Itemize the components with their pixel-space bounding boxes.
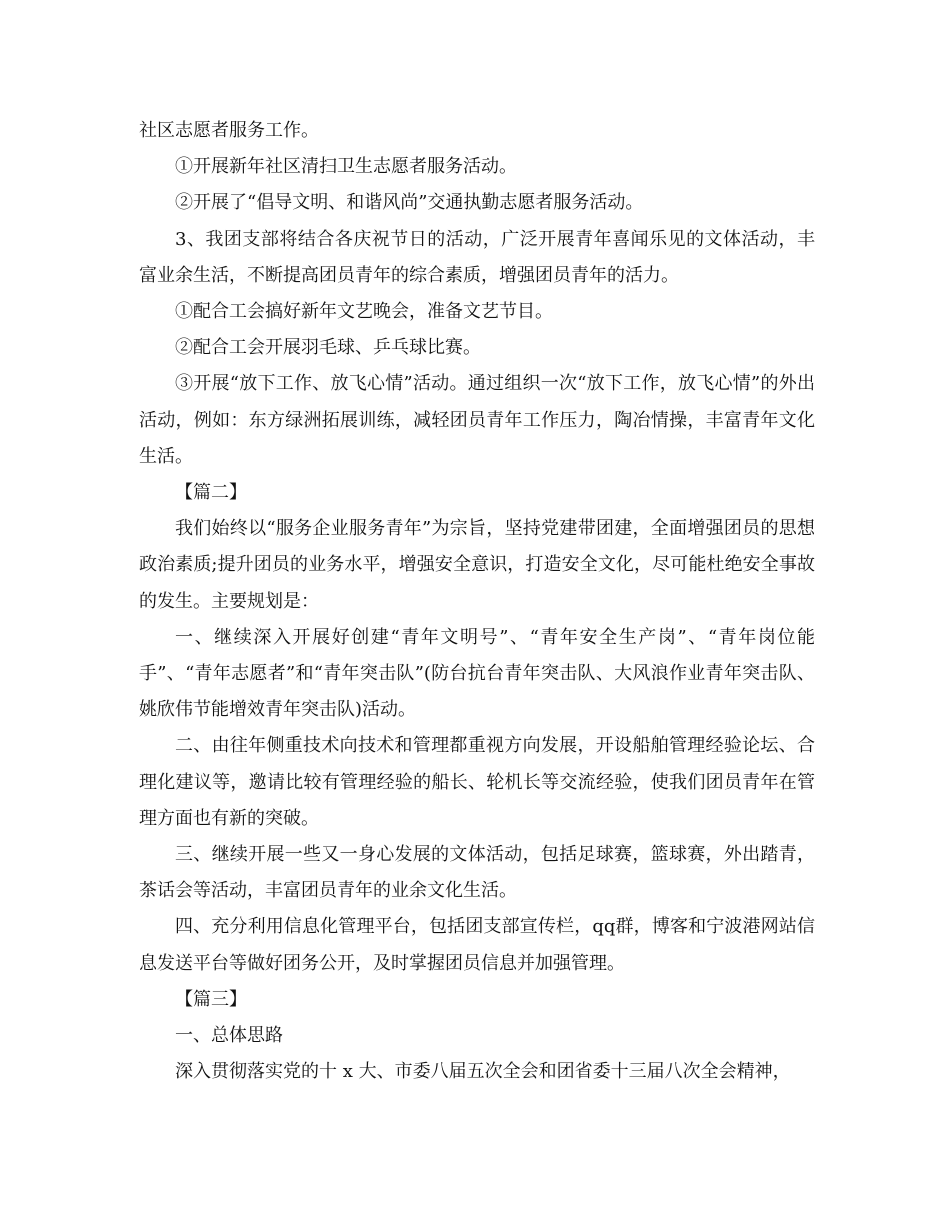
paragraph-body: 我们始终以“服务企业服务青年”为宗旨，坚持党建带团建，全面增强团员的思想政治素质;提升团员的业务水平，增强安全意识，打造安全文化，尽可能杜绝安全事故的发生。主要规划是： xyxy=(139,518,815,612)
section-heading: 【篇二】 xyxy=(175,482,247,504)
paragraph-continuation: 社区志愿者服务工作。 xyxy=(139,120,319,141)
paragraph-list-item: ②配合工会开展羽毛球、乒乓球比赛。 xyxy=(175,337,481,359)
paragraph-body: 二、由往年侧重技术向技术和管理都重视方向发展，开设船舶管理经验论坛、合理化建议等，邀请比较有管理经验的船长、轮机长等交流经验，使我们团员青年在管理方面也有新的突破。 xyxy=(139,735,815,829)
paragraph-body: 深入贯彻落实党的十 x 大、市委八届五次全会和团省委十三届八次全会精神， xyxy=(175,1061,791,1083)
document-body xyxy=(139,113,815,1090)
section-heading: 【篇三】 xyxy=(175,988,247,1010)
paragraph-body: 三、继续开展一些又一身心发展的文体活动，包括足球赛，篮球赛，外出踏青，茶话会等活动，丰富团员青年的业余文化生活。 xyxy=(139,844,815,902)
paragraph-body: 3、我团支部将结合各庆祝节日的活动，广泛开展青年喜闻乐见的文体活动，丰富业余生活，不断提高团员青年的综合素质，增强团员青年的活力。 xyxy=(139,228,815,286)
paragraph-body: 一、继续深入开展好创建“青年文明号”、“青年安全生产岗”、“青年岗位能手”、“青年志愿者”和“青年突击队”(防台抗台青年突击队、大风浪作业青年突击队、姚欣伟节能增效青年突击队)活动。 xyxy=(139,626,815,721)
subsection-heading: 一、总体思路 xyxy=(175,1025,283,1047)
paragraph-body: 四、充分利用信息化管理平台，包括团支部宣传栏，qq群，博客和宁波港网站信息发送平台等做好团务公开，及时掌握团员信息并加强管理。 xyxy=(139,916,815,974)
paragraph-list-item: ①配合工会搞好新年文艺晚会，准备文艺节目。 xyxy=(175,301,553,323)
paragraph-list-item: ③开展“放下工作、放飞心情”活动。通过组织一次“放下工作，放飞心情”的外出活动，例如：东方绿洲拓展训练，减轻团员青年工作压力，陶冶情操，丰富青年文化生活。 xyxy=(139,373,815,467)
paragraph-list-item: ①开展新年社区清扫卫生志愿者服务活动。 xyxy=(175,156,517,178)
paragraph-list-item: ②开展了“倡导文明、和谐风尚”交通执勤志愿者服务活动。 xyxy=(175,192,644,214)
